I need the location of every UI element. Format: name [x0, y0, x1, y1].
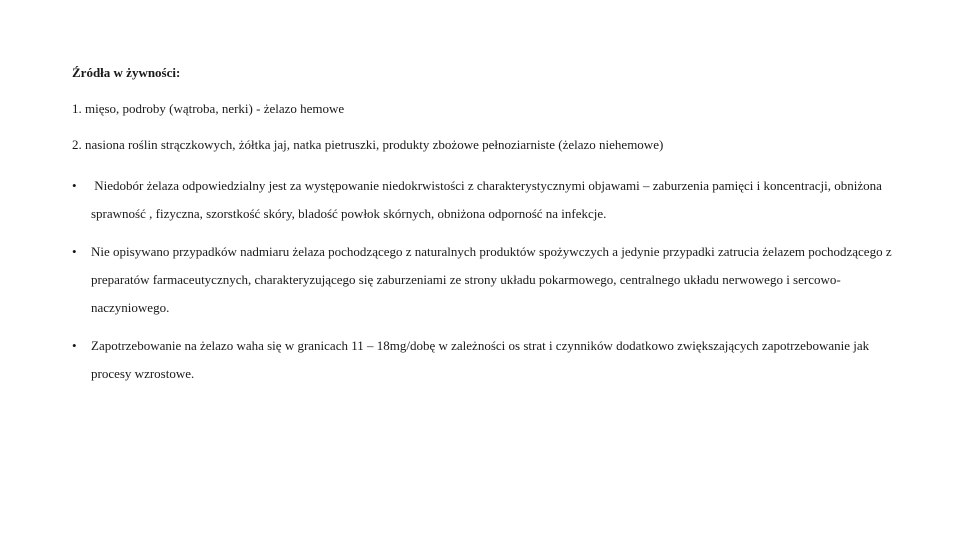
- list-item-meat: 1. mięso, podroby (wątroba, nerki) - żelazo hemowe: [72, 101, 345, 116]
- bullet-excess: [72, 238, 892, 322]
- bullet-text: Zapotrzebowanie na żelazo waha się w granicach 11 – 18mg/dobę w zależności os strat i czynników dodatkowo zwiększających zapotrzebowanie jak procesy wzrostowe.: [91, 338, 870, 381]
- bullet-deficiency: [72, 172, 892, 228]
- slide-content: [72, 64, 892, 398]
- bullet-icon: •: [72, 244, 77, 259]
- list-item-plants: 2. nasiona roślin strączkowych, żółtka jaj, natka pietruszki, produkty zbożowe pełnoziarniste (żelazo niehemowe): [72, 137, 664, 152]
- bullet-icon: •: [72, 178, 77, 193]
- bullet-text: Nie opisywano przypadków nadmiaru żelaza pochodzącego z naturalnych produktów spożywczych a jedynie przypadki zatrucia żelazem pochodzącego z preparatów farmaceutycznych, charakteryzującego się zaburzeniami ze strony układu pokarmowego, centralnego układu nerwowego i sercowo-naczyniowego.: [91, 244, 892, 315]
- section-heading: Źródła w żywności:: [72, 65, 181, 80]
- bullet-icon: •: [72, 338, 77, 353]
- bullet-requirement: [72, 332, 892, 388]
- bullet-text: Niedobór żelaza odpowiedzialny jest za występowanie niedokrwistości z charakterystycznymi objawami – zaburzenia pamięci i koncentracji, obniżona sprawność , fizyczna, szorstkość skóry, bladość powłok skórnych, obniżona odporność na infekcje.: [91, 178, 886, 221]
